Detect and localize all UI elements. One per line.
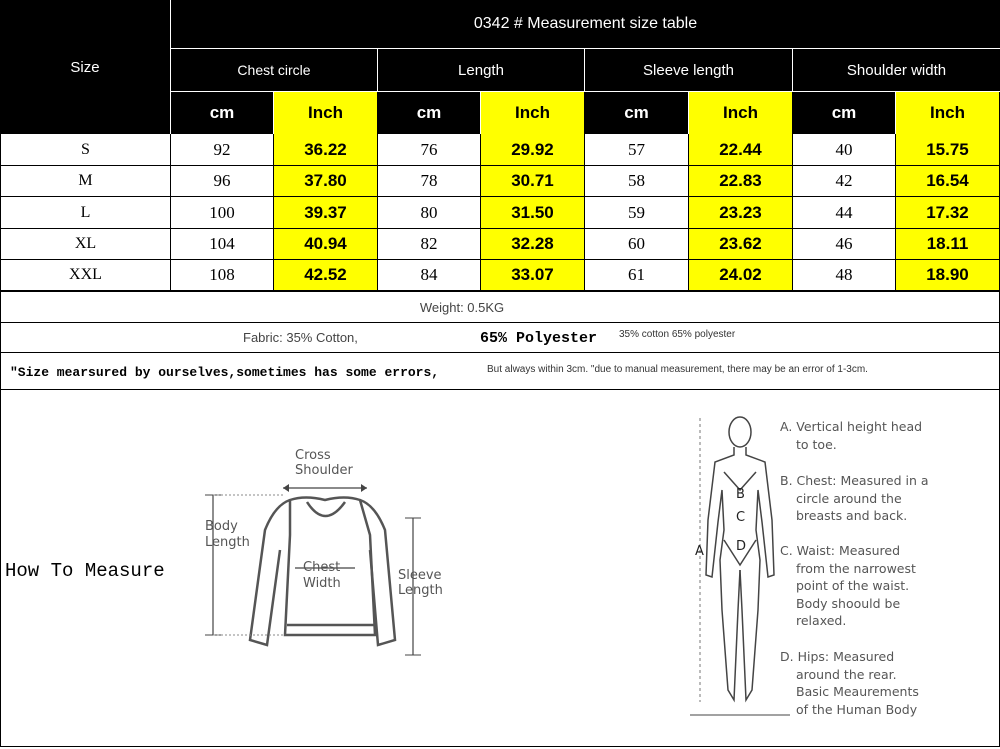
figure-letter-d: D xyxy=(736,539,747,554)
unit-label: Inch xyxy=(723,103,758,122)
note-mono: "Size mearsured by ourselves,sometimes has some errors, xyxy=(10,365,440,380)
body-note-block xyxy=(780,542,916,630)
size-header xyxy=(0,0,171,134)
unit-header-inch xyxy=(896,92,1000,134)
col-header-shoulder xyxy=(793,49,1000,92)
cm-value-cell: 58 xyxy=(585,166,689,197)
unit-header-cm xyxy=(793,92,896,134)
cm-value-cell: 48 xyxy=(793,260,896,291)
inch-value-cell: 23.23 xyxy=(689,197,793,229)
col-header-shoulder-label: Shoulder width xyxy=(846,61,947,79)
inch-value-cell: 33.07 xyxy=(481,260,585,291)
body-note-block xyxy=(780,648,919,718)
size-header-label: Size xyxy=(70,58,100,76)
sleeve-label-2: Length xyxy=(398,583,443,598)
body-note-line: Body shoould be xyxy=(796,595,901,611)
cm-value-cell: 76 xyxy=(378,134,481,166)
inch-value-cell: 36.22 xyxy=(274,134,378,166)
unit-label: cm xyxy=(416,103,442,122)
body-note-line: B. Chest: Measured in a xyxy=(780,473,929,488)
unit-header-inch xyxy=(689,92,793,134)
body-note-block xyxy=(780,418,922,453)
body-figure-diagram xyxy=(690,410,790,720)
figure-letter-c: C xyxy=(736,510,746,525)
how-to-measure-label: How To Measure xyxy=(5,560,165,582)
inch-value-cell: 18.11 xyxy=(896,229,1000,260)
inch-value-cell: 40.94 xyxy=(274,229,378,260)
col-header-chest xyxy=(171,49,378,92)
body-note-block xyxy=(780,472,929,525)
fabric-row xyxy=(0,323,1000,353)
body-note-line: around the rear. xyxy=(796,666,897,682)
cm-value-cell: 80 xyxy=(378,197,481,229)
inch-value-cell: 31.50 xyxy=(481,197,585,229)
cm-value-cell: 100 xyxy=(171,197,274,229)
cm-value-cell: 108 xyxy=(171,260,274,291)
table-title xyxy=(171,0,1000,49)
size-cell: M xyxy=(0,166,171,197)
col-header-sleeve xyxy=(585,49,793,92)
inch-value-cell: 22.44 xyxy=(689,134,793,166)
body-note-line: Basic Meaurements xyxy=(796,684,919,699)
fabric-mid: 65% Polyester xyxy=(480,330,598,347)
inch-value-cell: 29.92 xyxy=(481,134,585,166)
weight-row xyxy=(0,291,1000,323)
unit-label: cm xyxy=(831,103,857,122)
unit-header-cm xyxy=(585,92,689,134)
inch-value-cell: 39.37 xyxy=(274,197,378,229)
cm-value-cell: 84 xyxy=(378,260,481,291)
col-header-length xyxy=(378,49,585,92)
sweater-diagram xyxy=(195,440,455,670)
unit-label: cm xyxy=(209,103,235,122)
figure-letter-b: B xyxy=(736,487,745,502)
unit-label: Inch xyxy=(930,103,965,122)
inch-value-cell: 37.80 xyxy=(274,166,378,197)
body-note-line: relaxed. xyxy=(796,613,847,628)
inch-value-cell: 18.90 xyxy=(896,260,1000,291)
inch-value-cell: 42.52 xyxy=(274,260,378,291)
col-header-length-label: Length xyxy=(458,61,504,79)
size-cell: XL xyxy=(0,229,171,260)
cm-value-cell: 104 xyxy=(171,229,274,260)
cm-value-cell: 92 xyxy=(171,134,274,166)
body-note-line: to toe. xyxy=(796,436,837,452)
note-row xyxy=(0,353,1000,390)
unit-header-cm xyxy=(378,92,481,134)
body-note-line: A. Vertical height head xyxy=(780,419,923,434)
cm-value-cell: 78 xyxy=(378,166,481,197)
inch-value-cell: 23.62 xyxy=(689,229,793,260)
size-cell: XXL xyxy=(0,260,171,291)
inch-value-cell: 17.32 xyxy=(896,197,1000,229)
size-cell: S xyxy=(0,134,171,166)
cm-value-cell: 61 xyxy=(585,260,689,291)
unit-label: Inch xyxy=(308,103,343,122)
unit-header-inch xyxy=(274,92,378,134)
inch-value-cell: 16.54 xyxy=(896,166,1000,197)
cm-value-cell: 40 xyxy=(793,134,896,166)
fabric-left: Fabric: 35% Cotton, xyxy=(243,330,358,345)
cm-value-cell: 59 xyxy=(585,197,689,229)
body-note-line: point of the waist. xyxy=(796,578,910,593)
cm-value-cell: 46 xyxy=(793,229,896,260)
inch-value-cell: 22.83 xyxy=(689,166,793,197)
cm-value-cell: 96 xyxy=(171,166,274,197)
inch-value-cell: 15.75 xyxy=(896,134,1000,166)
cm-value-cell: 57 xyxy=(585,134,689,166)
unit-header-cm xyxy=(171,92,274,134)
inch-value-cell: 24.02 xyxy=(689,260,793,291)
body-outline xyxy=(706,417,774,700)
size-cell: L xyxy=(0,197,171,229)
cross-label-2: Shoulder xyxy=(295,463,353,478)
cm-value-cell: 60 xyxy=(585,229,689,260)
note-small: But always within 3cm. "due to manual measurement, there may be an error of 1-3cm. xyxy=(487,364,868,375)
cm-value-cell: 44 xyxy=(793,197,896,229)
unit-header-inch xyxy=(481,92,585,134)
body-note-line: from the narrowest xyxy=(796,560,916,576)
unit-label: Inch xyxy=(515,103,550,122)
body-note-line: circle around the xyxy=(796,490,902,506)
chest-label-1: Chest xyxy=(303,560,341,575)
fabric-small: 35% cotton 65% polyester xyxy=(619,329,736,340)
unit-label: cm xyxy=(624,103,649,122)
chest-label-2: Width xyxy=(303,576,341,591)
body-length-label-2: Length xyxy=(205,535,250,550)
col-header-chest-label: Chest circle xyxy=(237,62,311,78)
figure-letter-a: A xyxy=(695,544,704,559)
cross-label-1: Cross xyxy=(295,448,331,463)
body-note-line: breasts and back. xyxy=(796,508,908,523)
body-length-label-1: Body xyxy=(205,519,238,534)
col-header-sleeve-label: Sleeve length xyxy=(643,61,734,79)
body-note-line: D. Hips: Measured xyxy=(780,649,895,664)
cm-value-cell: 42 xyxy=(793,166,896,197)
inch-value-cell: 30.71 xyxy=(481,166,585,197)
body-note-line: of the Human Body xyxy=(796,701,918,717)
weight-text: Weight: 0.5KG xyxy=(419,299,505,315)
sleeve-label-1: Sleeve xyxy=(398,568,442,583)
cm-value-cell: 82 xyxy=(378,229,481,260)
inch-value-cell: 32.28 xyxy=(481,229,585,260)
body-note-line: C. Waist: Measured xyxy=(780,543,901,558)
table-title-text: 0342 # Measurement size table xyxy=(473,15,698,32)
